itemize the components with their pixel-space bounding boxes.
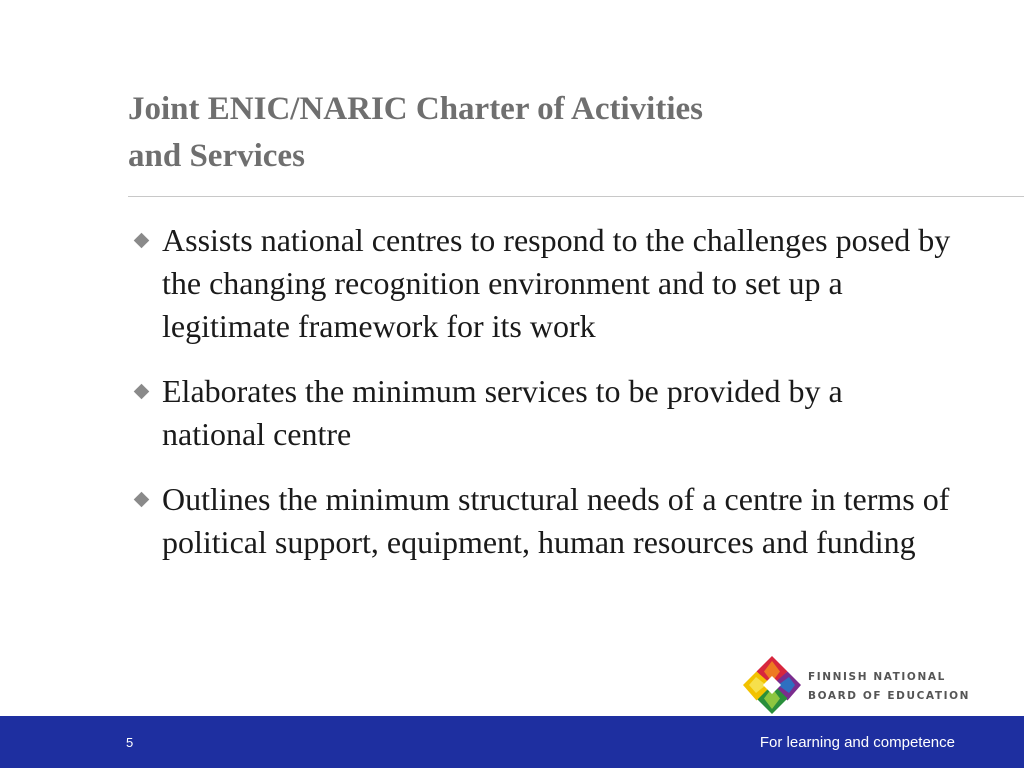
page-number: 5 [126, 735, 134, 750]
slide-title-line-2: and Services [128, 138, 305, 174]
footer-tagline: For learning and competence [759, 734, 955, 751]
logo-text-line-1: FINNISH NATIONAL [808, 671, 946, 683]
diamond-logo-icon [742, 655, 802, 715]
diamond-bullet-icon [134, 492, 150, 508]
diamond-bullet-icon [134, 384, 150, 400]
bullet-text: Outlines the minimum structural needs of a centre in terms of political support, equipment, human resources and funding [162, 481, 950, 560]
footer-bar [0, 716, 1024, 768]
bullet-item [132, 478, 952, 564]
slide-title [128, 86, 908, 180]
bullet-list [132, 219, 952, 586]
bullet-item [132, 219, 952, 348]
organization-logo [742, 655, 970, 717]
diamond-bullet-icon [134, 233, 150, 249]
logo-text [808, 668, 970, 706]
slide-title-line-1: Joint ENIC/NARIC Charter of Activities [128, 91, 704, 127]
bullet-text: Assists national centres to respond to the challenges posed by the changing recognition environment and to set up a legitimate framework for its work [162, 222, 951, 344]
title-divider [128, 196, 1024, 197]
logo-text-line-2: BOARD OF EDUCATION [808, 690, 970, 702]
bullet-text: Elaborates the minimum services to be provided by a national centre [162, 373, 843, 452]
bullet-item [132, 370, 952, 456]
